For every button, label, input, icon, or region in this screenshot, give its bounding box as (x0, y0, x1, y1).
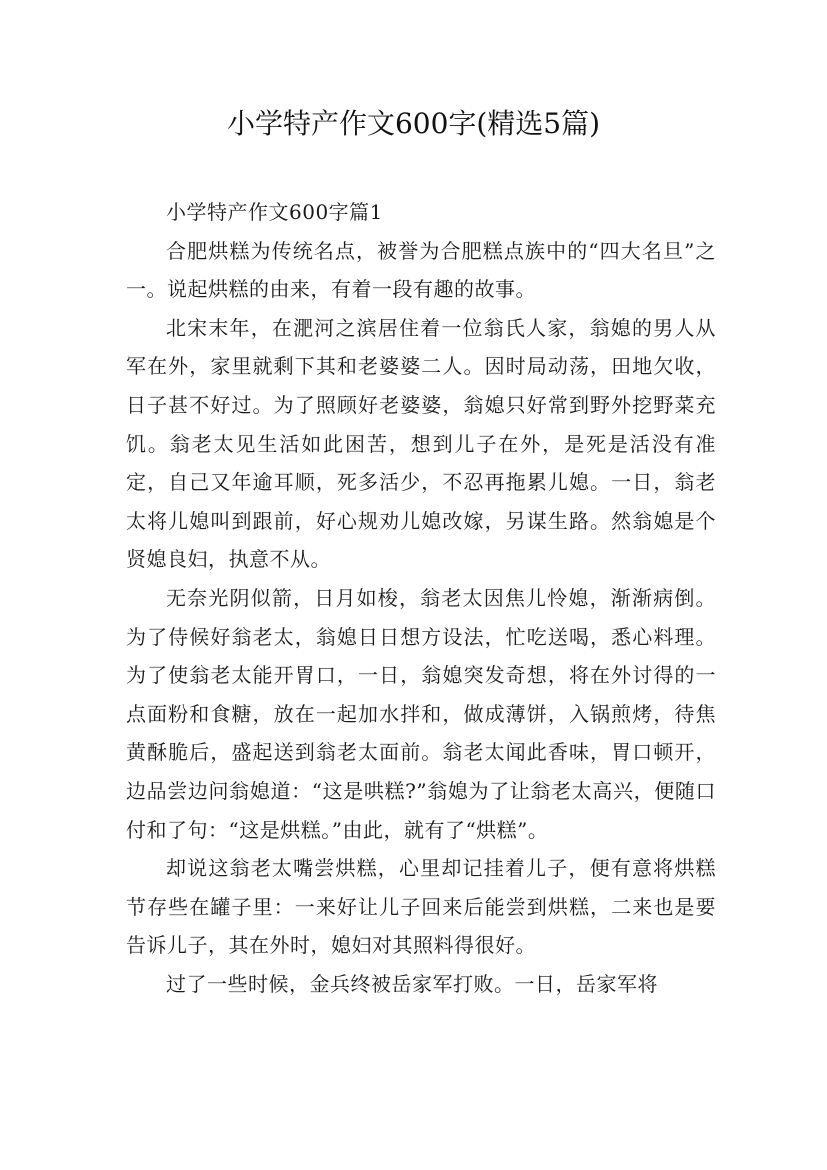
paragraph-2: 北宋末年，在淝河之滨居住着一位翁氏人家，翁媳的男人从军在外，家里就剩下其和老婆婆二人。因时局动荡，田地欠收，日子甚不好过。为了照顾好老婆婆，翁媳只好常到野外挖野菜充饥。翁老太见生活如此困苦，想到儿子在外，是死是活没有准定，自己又年逾耳顺，死多活少，不忍再拖累儿媳。一日，翁老太将儿媳叫到跟前，好心规劝儿媳改嫁，另谋生路。然翁媳是个贤媳良妇，执意不从。 (126, 315, 716, 572)
paragraph-1: 合肥烘糕为传统名点，被誉为合肥糕点族中的“四大名旦”之一。说起烘糕的由来，有着一段有趣的故事。 (126, 238, 716, 302)
document-body (126, 193, 716, 1003)
paragraph-4: 却说这翁老太嘴尝烘糕，心里却记挂着儿子，便有意将烘糕节存些在罐子里：一来好让儿子回来后能尝到烘糕，二来也是要告诉儿子，其在外时，媳妇对其照料得很好。 (126, 856, 716, 958)
section-heading: 小学特产作文600字篇1 (166, 200, 383, 224)
paragraph-3: 无奈光阴似箭，日月如梭，翁老太因焦儿怜媳，渐渐病倒。为了侍候好翁老太，翁媳日日想方设法，忙吃送喝，悉心料理。为了使翁老太能开胃口，一日，翁媳突发奇想，将在外讨得的一点面粉和食糖，放在一起加水拌和，做成薄饼，入锅煎烤，待焦黄酥脆后，盛起送到翁老太面前。翁老太闻此香味，胃口顿开，边品尝边问翁媳道：“这是哄糕?”翁媳为了让翁老太高兴，便随口付和了句：“这是烘糕。”由此，就有了“烘糕”。 (126, 585, 716, 842)
paragraph-5: 过了一些时候，金兵终被岳家军打败。一日，岳家军将 (166, 971, 658, 996)
document-title: 小学特产作文600字(精选5篇) (226, 107, 601, 140)
